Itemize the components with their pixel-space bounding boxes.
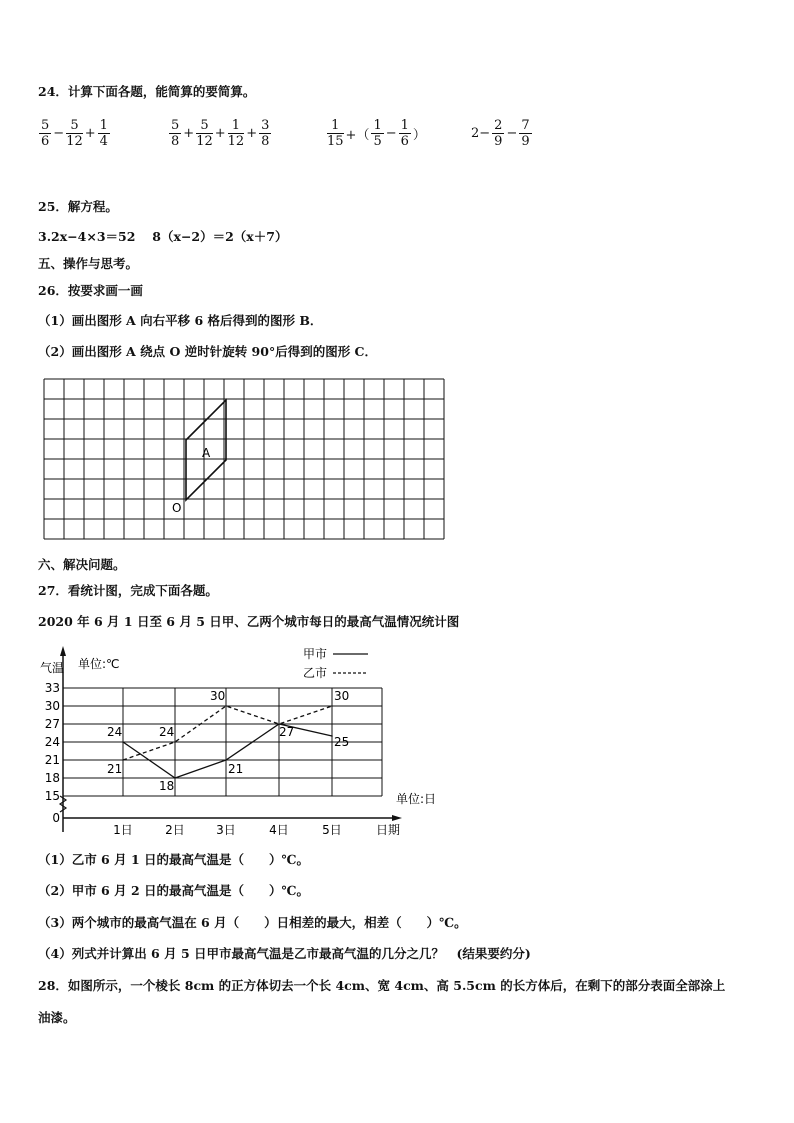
section-6-heading: 六、解决问题。: [38, 557, 126, 572]
q26-title: 26．按要求画一画: [38, 283, 143, 298]
q27-item-3: （3）两个城市的最高气温在 6 月（ ）日相差的最大，相差（ ）℃。: [38, 915, 467, 930]
data-label-yi: 30: [334, 689, 350, 703]
data-label-jia: 18: [159, 779, 175, 793]
data-point-jia: [174, 777, 176, 779]
q24-expr-2: $\frac{5}{8}$ + $\frac{5}{12}$ + $\frac{1}{12}$ + $\frac{3}{8}$: [171, 118, 270, 149]
y-unit-label: 单位:℃: [78, 657, 120, 671]
data-point-yi: [225, 705, 227, 707]
q25-equations: 3.2x−4×3＝52 8（x−2）＝2（x＋7）: [38, 229, 288, 244]
data-label-jia: 21: [228, 762, 244, 776]
chart-title: 2020 年 6 月 1 日至 6 月 5 日甲、乙两个城市每日的最高气温情况统计图: [38, 614, 460, 629]
q27-item-4: （4）列式并计算出 6 月 5 日甲市最高气温是乙市最高气温的几分之几？ (结果要约分): [38, 946, 531, 961]
q27-item-2: （2）甲市 6 月 2 日的最高气温是（ ）℃。: [38, 883, 309, 898]
x-tick-label: 1日: [113, 823, 133, 837]
data-label-yi: 21: [107, 762, 123, 776]
data-label-yi: 24: [159, 725, 175, 739]
x-tick-labels: [113, 823, 342, 837]
y-axis-label: 气温: [40, 661, 65, 675]
legend-label-yi: 乙市: [303, 666, 328, 680]
data-point-jia: [331, 735, 333, 737]
x-tick-label: 4日: [269, 823, 289, 837]
x-end-label: 日期: [376, 823, 401, 837]
q28-line-2: 油漆。: [38, 1010, 76, 1025]
y-tick-label: 18: [44, 771, 60, 785]
data-point-yi: [174, 741, 176, 743]
q27-title: 27．看统计图，完成下面各题。: [38, 583, 218, 598]
x-unit-label: 单位:日: [396, 792, 437, 806]
q24-expr-4: 2− $\frac{2}{9}$ − $\frac{7}{9}$: [471, 118, 530, 149]
y-axis-arrow: [60, 646, 66, 656]
data-point-yi: [331, 705, 333, 707]
q26-item-2: （2）画出图形 A 绕点 O 逆时针旋转 90°后得到的图形 C．: [38, 344, 377, 359]
label-o: O: [172, 501, 182, 515]
y-tick-label: 33: [44, 681, 60, 695]
x-tick-label: 3日: [216, 823, 236, 837]
label-a: A: [202, 446, 211, 460]
q26-item-1: （1）画出图形 A 向右平移 6 格后得到的图形 B．: [38, 313, 323, 328]
q28-line-1: 28．如图所示，一个棱长 8cm 的正方体切去一个长 4cm、宽 4cm、高 5.5cm 的长方体后，在剩下的部分表面全部涂上: [38, 978, 726, 993]
data-label-jia: 27: [279, 725, 295, 739]
x-tick-label: 5日: [322, 823, 342, 837]
y-tick-label: 30: [44, 699, 60, 713]
q27-item-1: （1）乙市 6 月 1 日的最高气温是（ ）℃。: [38, 852, 309, 867]
q24-expr-3: $\frac{1}{15}$ +（ $\frac{1}{5}$ − $\frac{1}{6}$ ）: [327, 118, 426, 149]
q24-title: 24．计算下面各题，能简算的要简算。: [38, 84, 256, 99]
data-point-jia: [225, 759, 227, 761]
data-point-jia: [122, 741, 124, 743]
q25-title: 25．解方程。: [38, 199, 118, 214]
data-labels: [107, 689, 349, 793]
x-tick-label: 2日: [165, 823, 185, 837]
data-label-jia: 24: [107, 725, 123, 739]
legend-label-jia: 甲市: [303, 647, 328, 661]
y-tick-labels: [45, 681, 60, 825]
q24-expr-1: $\frac{5}{6}$ − $\frac{5}{12}$ + $\frac{1}{4}$: [41, 118, 108, 149]
data-point-yi: [122, 759, 124, 761]
x-axis-arrow: [392, 815, 402, 821]
y-tick-label: 15: [44, 789, 60, 803]
section-5-heading: 五、操作与思考。: [38, 256, 139, 271]
y-tick-label: 21: [44, 753, 60, 767]
y-tick-label: 0: [52, 811, 60, 825]
data-label-yi: 30: [210, 689, 226, 703]
series-line-yi: [123, 706, 332, 760]
data-label-jia: 25: [334, 735, 350, 749]
y-tick-label: 27: [44, 717, 60, 731]
y-tick-label: 24: [44, 735, 60, 749]
